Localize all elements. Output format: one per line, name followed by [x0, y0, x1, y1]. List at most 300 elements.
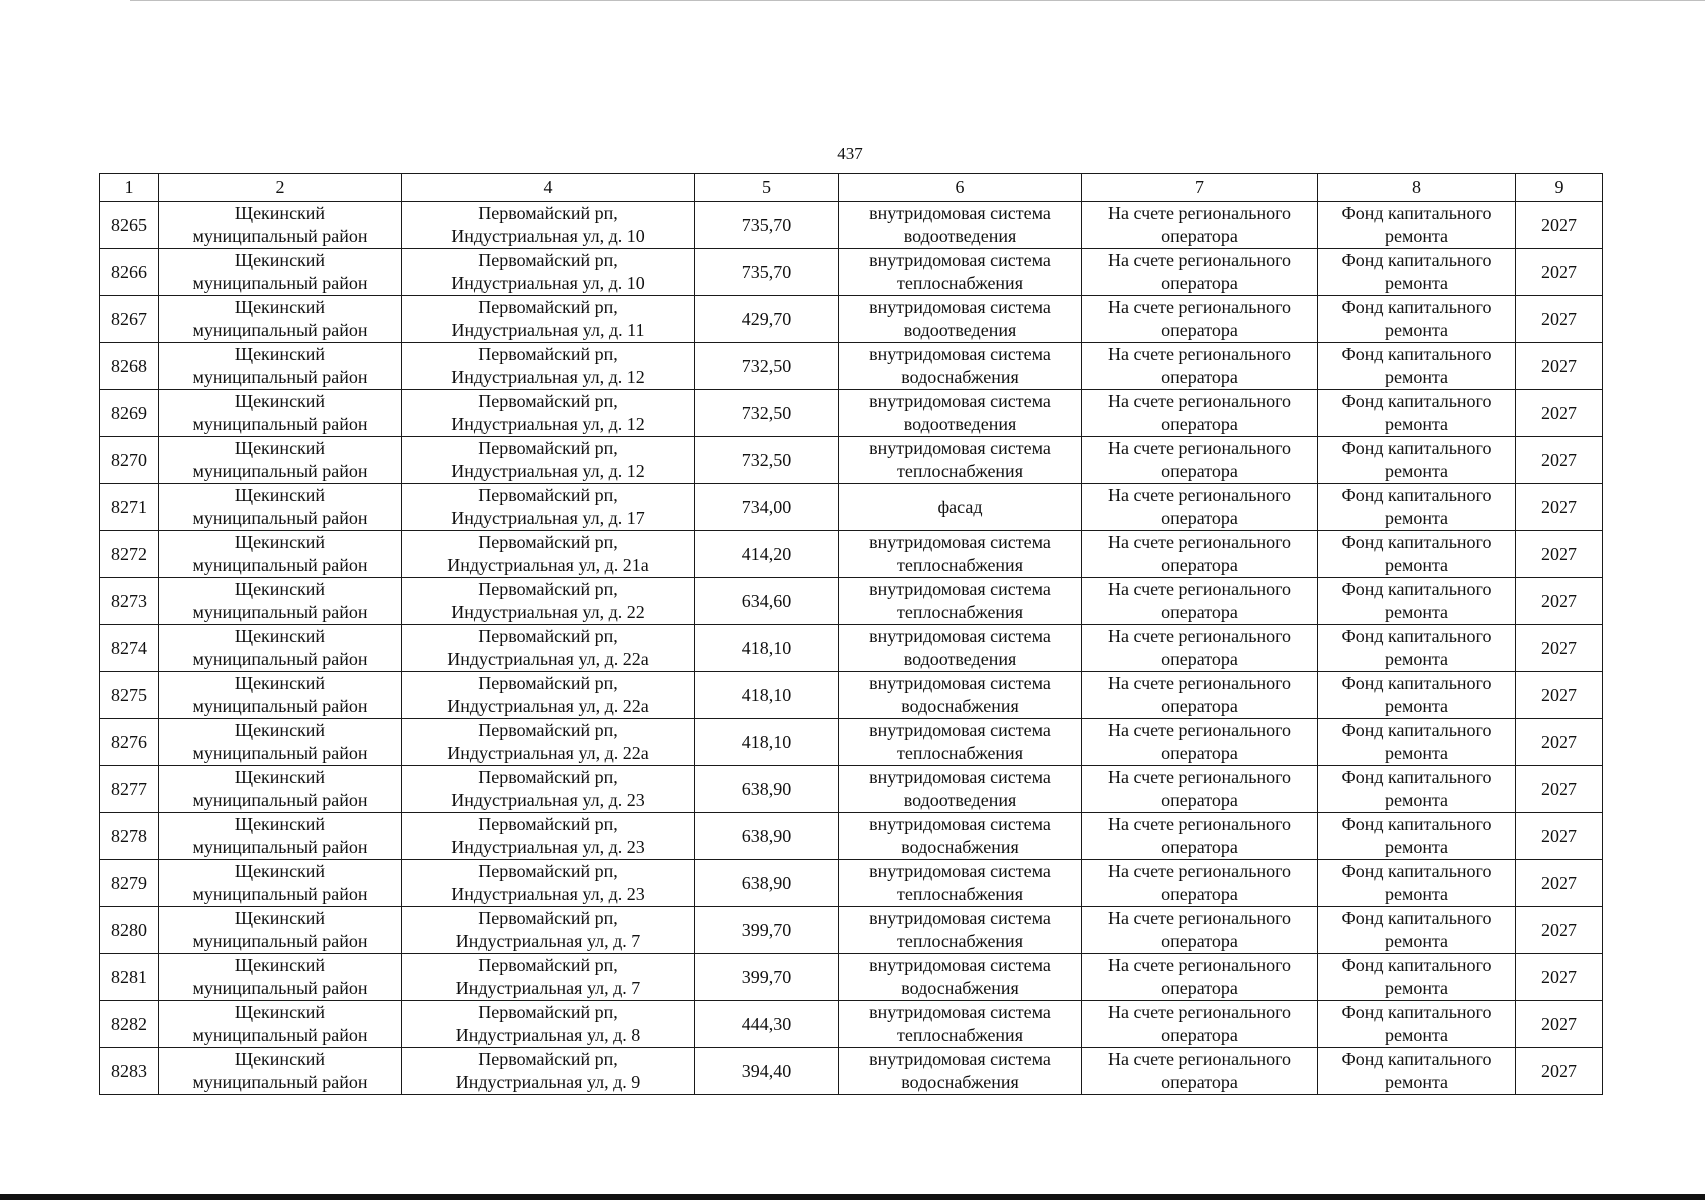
district-cell	[159, 578, 402, 625]
year-cell: 2027	[1516, 907, 1603, 954]
system-cell	[839, 1048, 1082, 1095]
district-cell-line: Щекинский	[234, 532, 326, 552]
system-cell	[839, 202, 1082, 249]
account-cell	[1082, 860, 1318, 907]
fund-cell-line: ремонта	[1384, 696, 1449, 716]
table-row	[100, 1001, 1603, 1048]
address-cell	[402, 202, 695, 249]
district-cell-line: Щекинский	[234, 720, 326, 740]
district-cell-line: муниципальный район	[192, 602, 368, 622]
system-cell-line: водоснабжения	[901, 696, 1019, 716]
address-cell	[402, 1048, 695, 1095]
system-cell-line: теплоснабжения	[897, 743, 1023, 763]
fund-cell-line: ремонта	[1384, 226, 1449, 246]
account-cell-line: На счете регионального	[1107, 720, 1292, 740]
district-cell-line: Щекинский	[234, 673, 326, 693]
system-cell-line: теплоснабжения	[897, 461, 1023, 481]
area-cell: 732,50	[695, 437, 839, 484]
account-cell	[1082, 296, 1318, 343]
year-cell: 2027	[1516, 954, 1603, 1001]
year-cell: 2027	[1516, 484, 1603, 531]
address-cell-line: Индустриальная ул, д. 22а	[447, 649, 649, 669]
fund-cell	[1318, 202, 1516, 249]
address-cell	[402, 907, 695, 954]
district-cell-line: муниципальный район	[192, 696, 368, 716]
system-cell-line: водоотведения	[903, 790, 1017, 810]
fund-cell-line: ремонта	[1384, 320, 1449, 340]
fund-cell-line: Фонд капитального	[1341, 344, 1492, 364]
address-cell-line: Индустриальная ул, д. 21а	[447, 555, 649, 575]
district-cell	[159, 907, 402, 954]
table-row	[100, 907, 1603, 954]
fund-cell-line: Фонд капитального	[1341, 203, 1492, 223]
system-cell	[839, 907, 1082, 954]
system-cell-line: внутридомовая система	[869, 767, 1051, 787]
system-cell	[839, 954, 1082, 1001]
table-row	[100, 531, 1603, 578]
row-number: 8283	[100, 1048, 159, 1095]
district-cell	[159, 531, 402, 578]
address-cell	[402, 766, 695, 813]
account-cell-line: оператора	[1161, 555, 1238, 575]
row-number: 8271	[100, 484, 159, 531]
address-cell-line: Индустриальная ул, д. 11	[451, 320, 645, 340]
fund-cell	[1318, 343, 1516, 390]
account-cell-line: оператора	[1161, 1025, 1238, 1045]
row-number: 8279	[100, 860, 159, 907]
address-cell-line: Индустриальная ул, д. 8	[455, 1025, 641, 1045]
table-row	[100, 249, 1603, 296]
district-cell-line: Щекинский	[234, 203, 326, 223]
table-row	[100, 578, 1603, 625]
system-cell-line: внутридомовая система	[869, 673, 1051, 693]
district-cell-line: Щекинский	[234, 579, 326, 599]
account-cell-line: На счете регионального	[1107, 532, 1292, 552]
address-cell-line: Первомайский рп,	[478, 626, 618, 646]
header-cell-col6: 6	[839, 174, 1082, 202]
address-cell-line: Индустриальная ул, д. 10	[451, 226, 645, 246]
table-body	[100, 202, 1603, 1095]
fund-cell-line: ремонта	[1384, 1025, 1449, 1045]
system-cell-line: внутридомовая система	[869, 579, 1051, 599]
district-cell-line: муниципальный район	[192, 837, 368, 857]
fund-cell	[1318, 1048, 1516, 1095]
system-cell-line: фасад	[937, 496, 983, 517]
system-cell-line: внутридомовая система	[869, 814, 1051, 834]
fund-cell-line: ремонта	[1384, 367, 1449, 387]
district-cell-line: Щекинский	[234, 344, 326, 364]
address-cell-line: Первомайский рп,	[478, 438, 618, 458]
year-cell: 2027	[1516, 860, 1603, 907]
row-number: 8278	[100, 813, 159, 860]
bottom-scan-edge	[0, 1194, 1705, 1200]
fund-cell-line: Фонд капитального	[1341, 908, 1492, 928]
district-cell	[159, 672, 402, 719]
district-cell	[159, 954, 402, 1001]
district-cell-line: муниципальный район	[192, 508, 368, 528]
fund-cell-line: ремонта	[1384, 931, 1449, 951]
header-cell-col9: 9	[1516, 174, 1603, 202]
account-cell	[1082, 954, 1318, 1001]
address-cell-line: Индустриальная ул, д. 23	[451, 837, 645, 857]
fund-cell-line: ремонта	[1384, 790, 1449, 810]
district-cell-line: Щекинский	[234, 297, 326, 317]
district-cell	[159, 343, 402, 390]
district-cell-line: муниципальный район	[192, 273, 368, 293]
district-cell-line: Щекинский	[234, 1002, 326, 1022]
year-cell: 2027	[1516, 672, 1603, 719]
year-cell: 2027	[1516, 625, 1603, 672]
system-cell-line: водоснабжения	[901, 367, 1019, 387]
account-cell-line: оператора	[1161, 226, 1238, 246]
area-cell: 429,70	[695, 296, 839, 343]
fund-cell-line: Фонд капитального	[1341, 673, 1492, 693]
row-number: 8267	[100, 296, 159, 343]
system-cell-line: внутридомовая система	[869, 297, 1051, 317]
district-cell	[159, 625, 402, 672]
address-cell-line: Первомайский рп,	[478, 579, 618, 599]
system-cell-line: теплоснабжения	[897, 555, 1023, 575]
address-cell-line: Первомайский рп,	[478, 485, 618, 505]
fund-cell-line: Фонд капитального	[1341, 438, 1492, 458]
header-row	[100, 174, 1603, 202]
account-cell-line: оператора	[1161, 790, 1238, 810]
fund-cell-line: ремонта	[1384, 884, 1449, 904]
account-cell-line: На счете регионального	[1107, 579, 1292, 599]
fund-cell-line: Фонд капитального	[1341, 955, 1492, 975]
year-cell: 2027	[1516, 296, 1603, 343]
area-cell: 732,50	[695, 390, 839, 437]
address-cell	[402, 1001, 695, 1048]
district-cell-line: муниципальный район	[192, 320, 368, 340]
address-cell	[402, 719, 695, 766]
fund-cell-line: ремонта	[1384, 461, 1449, 481]
account-cell	[1082, 813, 1318, 860]
address-cell-line: Индустриальная ул, д. 12	[451, 414, 645, 434]
district-cell-line: муниципальный район	[192, 461, 368, 481]
address-cell-line: Первомайский рп,	[478, 297, 618, 317]
year-cell: 2027	[1516, 202, 1603, 249]
address-cell-line: Первомайский рп,	[478, 767, 618, 787]
system-cell	[839, 343, 1082, 390]
area-cell: 399,70	[695, 954, 839, 1001]
year-cell: 2027	[1516, 719, 1603, 766]
system-cell	[839, 484, 1082, 531]
account-cell	[1082, 766, 1318, 813]
fund-cell-line: Фонд капитального	[1341, 861, 1492, 881]
account-cell-line: оператора	[1161, 461, 1238, 481]
account-cell	[1082, 531, 1318, 578]
row-number: 8266	[100, 249, 159, 296]
account-cell-line: На счете регионального	[1107, 344, 1292, 364]
address-cell	[402, 813, 695, 860]
address-cell-line: Первомайский рп,	[478, 203, 618, 223]
system-cell	[839, 531, 1082, 578]
address-cell-line: Первомайский рп,	[478, 908, 618, 928]
account-cell-line: На счете регионального	[1107, 861, 1292, 881]
table-row	[100, 437, 1603, 484]
account-cell-line: На счете регионального	[1107, 955, 1292, 975]
account-cell-line: оператора	[1161, 508, 1238, 528]
area-cell: 418,10	[695, 672, 839, 719]
year-cell: 2027	[1516, 578, 1603, 625]
district-cell-line: муниципальный район	[192, 649, 368, 669]
account-cell-line: оператора	[1161, 320, 1238, 340]
account-cell-line: На счете регионального	[1107, 767, 1292, 787]
account-cell-line: оператора	[1161, 414, 1238, 434]
area-cell: 414,20	[695, 531, 839, 578]
fund-cell-line: ремонта	[1384, 978, 1449, 998]
district-cell-line: Щекинский	[234, 438, 326, 458]
district-cell-line: муниципальный район	[192, 978, 368, 998]
address-cell	[402, 343, 695, 390]
system-cell	[839, 390, 1082, 437]
address-cell	[402, 672, 695, 719]
row-number: 8273	[100, 578, 159, 625]
account-cell-line: оператора	[1161, 1072, 1238, 1092]
district-cell	[159, 437, 402, 484]
district-cell-line: Щекинский	[234, 908, 326, 928]
district-cell	[159, 1048, 402, 1095]
fund-cell	[1318, 813, 1516, 860]
year-cell: 2027	[1516, 531, 1603, 578]
system-cell-line: внутридомовая система	[869, 344, 1051, 364]
account-cell	[1082, 719, 1318, 766]
system-cell-line: теплоснабжения	[897, 884, 1023, 904]
address-cell-line: Индустриальная ул, д. 23	[451, 790, 645, 810]
account-cell-line: На счете регионального	[1107, 1002, 1292, 1022]
account-cell	[1082, 484, 1318, 531]
row-number: 8268	[100, 343, 159, 390]
area-cell: 735,70	[695, 202, 839, 249]
fund-cell	[1318, 766, 1516, 813]
area-cell: 418,10	[695, 719, 839, 766]
account-cell	[1082, 907, 1318, 954]
header-cell-col4: 4	[402, 174, 695, 202]
area-cell: 732,50	[695, 343, 839, 390]
table-row	[100, 484, 1603, 531]
table-row	[100, 390, 1603, 437]
system-cell	[839, 578, 1082, 625]
table-row	[100, 766, 1603, 813]
address-cell-line: Первомайский рп,	[478, 344, 618, 364]
fund-cell-line: ремонта	[1384, 649, 1449, 669]
system-cell-line: внутридомовая система	[869, 1049, 1051, 1069]
fund-cell-line: ремонта	[1384, 555, 1449, 575]
fund-cell-line: Фонд капитального	[1341, 250, 1492, 270]
district-cell-line: муниципальный район	[192, 884, 368, 904]
address-cell-line: Индустриальная ул, д. 7	[455, 978, 641, 998]
address-cell-line: Первомайский рп,	[478, 391, 618, 411]
fund-cell	[1318, 860, 1516, 907]
system-cell	[839, 860, 1082, 907]
year-cell: 2027	[1516, 343, 1603, 390]
address-cell-line: Первомайский рп,	[478, 1002, 618, 1022]
system-cell-line: водоснабжения	[901, 978, 1019, 998]
address-cell-line: Первомайский рп,	[478, 1049, 618, 1069]
address-cell	[402, 484, 695, 531]
fund-cell-line: Фонд капитального	[1341, 391, 1492, 411]
fund-cell-line: Фонд капитального	[1341, 720, 1492, 740]
address-cell-line: Первомайский рп,	[478, 250, 618, 270]
district-cell	[159, 719, 402, 766]
fund-cell-line: Фонд капитального	[1341, 297, 1492, 317]
table-row	[100, 343, 1603, 390]
table-row	[100, 202, 1603, 249]
district-cell	[159, 202, 402, 249]
account-cell-line: На счете регионального	[1107, 1049, 1292, 1069]
address-cell-line: Первомайский рп,	[478, 955, 618, 975]
fund-cell-line: Фонд капитального	[1341, 814, 1492, 834]
district-cell-line: Щекинский	[234, 485, 326, 505]
district-cell-line: муниципальный район	[192, 1072, 368, 1092]
fund-cell	[1318, 672, 1516, 719]
row-number: 8281	[100, 954, 159, 1001]
header-cell-col8: 8	[1318, 174, 1516, 202]
address-cell	[402, 860, 695, 907]
account-cell-line: оператора	[1161, 884, 1238, 904]
account-cell	[1082, 437, 1318, 484]
district-cell-line: муниципальный район	[192, 1025, 368, 1045]
system-cell	[839, 1001, 1082, 1048]
account-cell	[1082, 343, 1318, 390]
system-cell-line: теплоснабжения	[897, 602, 1023, 622]
system-cell-line: водоотведения	[903, 320, 1017, 340]
district-cell-line: муниципальный район	[192, 555, 368, 575]
address-cell-line: Индустриальная ул, д. 23	[451, 884, 645, 904]
account-cell	[1082, 202, 1318, 249]
system-cell-line: внутридомовая система	[869, 532, 1051, 552]
account-cell-line: оператора	[1161, 367, 1238, 387]
address-cell	[402, 954, 695, 1001]
area-cell: 638,90	[695, 766, 839, 813]
address-cell	[402, 249, 695, 296]
row-number: 8265	[100, 202, 159, 249]
fund-cell-line: ремонта	[1384, 602, 1449, 622]
fund-cell	[1318, 249, 1516, 296]
fund-cell-line: Фонд капитального	[1341, 532, 1492, 552]
table-row	[100, 296, 1603, 343]
address-cell-line: Первомайский рп,	[478, 532, 618, 552]
system-cell	[839, 813, 1082, 860]
address-cell-line: Индустриальная ул, д. 22а	[447, 743, 649, 763]
table-row	[100, 672, 1603, 719]
address-cell-line: Индустриальная ул, д. 17	[451, 508, 645, 528]
address-cell-line: Индустриальная ул, д. 10	[451, 273, 645, 293]
address-cell-line: Индустриальная ул, д. 12	[451, 367, 645, 387]
district-cell-line: муниципальный район	[192, 414, 368, 434]
district-cell	[159, 813, 402, 860]
year-cell: 2027	[1516, 813, 1603, 860]
area-cell: 734,00	[695, 484, 839, 531]
address-cell-line: Индустриальная ул, д. 7	[455, 931, 641, 951]
fund-cell-line: Фонд капитального	[1341, 1002, 1492, 1022]
system-cell-line: внутридомовая система	[869, 438, 1051, 458]
row-number: 8276	[100, 719, 159, 766]
system-cell-line: теплоснабжения	[897, 1025, 1023, 1045]
account-cell-line: На счете регионального	[1107, 203, 1292, 223]
address-cell	[402, 531, 695, 578]
account-cell	[1082, 249, 1318, 296]
address-cell	[402, 390, 695, 437]
system-cell-line: внутридомовая система	[869, 203, 1051, 223]
fund-cell-line: Фонд капитального	[1341, 485, 1492, 505]
year-cell: 2027	[1516, 437, 1603, 484]
fund-cell-line: Фонд капитального	[1341, 626, 1492, 646]
account-cell-line: На счете регионального	[1107, 250, 1292, 270]
district-cell	[159, 484, 402, 531]
fund-cell	[1318, 625, 1516, 672]
header-cell-col5: 5	[695, 174, 839, 202]
fund-cell	[1318, 484, 1516, 531]
fund-cell-line: Фонд капитального	[1341, 767, 1492, 787]
system-cell-line: водоснабжения	[901, 837, 1019, 857]
district-cell-line: муниципальный район	[192, 931, 368, 951]
account-cell-line: На счете регионального	[1107, 438, 1292, 458]
district-cell-line: Щекинский	[234, 626, 326, 646]
district-cell	[159, 766, 402, 813]
address-cell-line: Индустриальная ул, д. 22	[451, 602, 645, 622]
system-cell-line: внутридомовая система	[869, 1002, 1051, 1022]
district-cell-line: Щекинский	[234, 391, 326, 411]
district-cell-line: муниципальный район	[192, 743, 368, 763]
district-cell-line: Щекинский	[234, 861, 326, 881]
system-cell-line: внутридомовая система	[869, 955, 1051, 975]
district-cell	[159, 860, 402, 907]
system-cell	[839, 437, 1082, 484]
row-number: 8270	[100, 437, 159, 484]
row-number: 8274	[100, 625, 159, 672]
year-cell: 2027	[1516, 1001, 1603, 1048]
year-cell: 2027	[1516, 249, 1603, 296]
fund-cell	[1318, 390, 1516, 437]
area-cell: 444,30	[695, 1001, 839, 1048]
account-cell	[1082, 1048, 1318, 1095]
area-cell: 394,40	[695, 1048, 839, 1095]
system-cell	[839, 719, 1082, 766]
account-cell-line: оператора	[1161, 837, 1238, 857]
year-cell: 2027	[1516, 766, 1603, 813]
account-cell-line: оператора	[1161, 978, 1238, 998]
address-cell-line: Первомайский рп,	[478, 814, 618, 834]
capital-repair-table	[99, 173, 1603, 1095]
system-cell-line: внутридомовая система	[869, 626, 1051, 646]
district-cell-line: Щекинский	[234, 250, 326, 270]
district-cell-line: муниципальный район	[192, 367, 368, 387]
account-cell-line: оператора	[1161, 273, 1238, 293]
fund-cell	[1318, 954, 1516, 1001]
account-cell	[1082, 1001, 1318, 1048]
account-cell-line: На счете регионального	[1107, 626, 1292, 646]
address-cell-line: Первомайский рп,	[478, 673, 618, 693]
area-cell: 399,70	[695, 907, 839, 954]
table-row	[100, 625, 1603, 672]
year-cell: 2027	[1516, 1048, 1603, 1095]
area-cell: 634,60	[695, 578, 839, 625]
fund-cell-line: ремонта	[1384, 508, 1449, 528]
row-number: 8280	[100, 907, 159, 954]
row-number: 8272	[100, 531, 159, 578]
system-cell-line: внутридомовая система	[869, 391, 1051, 411]
district-cell-line: Щекинский	[234, 1049, 326, 1069]
row-number: 8275	[100, 672, 159, 719]
district-cell	[159, 296, 402, 343]
system-cell-line: водоотведения	[903, 226, 1017, 246]
address-cell-line: Индустриальная ул, д. 9	[455, 1072, 641, 1092]
account-cell	[1082, 390, 1318, 437]
district-cell-line: Щекинский	[234, 955, 326, 975]
account-cell	[1082, 578, 1318, 625]
